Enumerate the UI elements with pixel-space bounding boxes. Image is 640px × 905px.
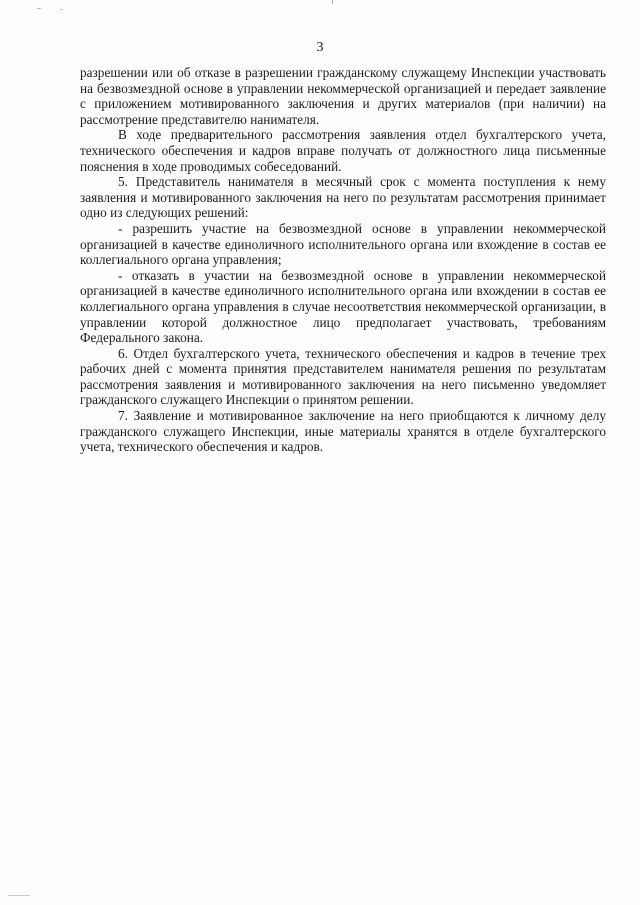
scan-artifact-mark <box>37 8 41 9</box>
paragraph-item-7: 7. Заявление и мотивированное заключение на него приобщаются к личному делу гражданского служащего Инспекции, иные материалы хранятся в отделе бухгалтерского учета, технического обеспечения и кадров. <box>80 408 606 455</box>
paragraph-option-allow: - разрешить участие на безвозмездной основе в управлении некоммерческой организацией в качестве единоличного исполнительного органа или вхождение в состав ее коллегиального органа управления; <box>80 220 606 268</box>
scan-artifact-mark <box>60 9 63 10</box>
scan-artifact-mark <box>332 0 333 4</box>
page-number: 3 <box>316 40 324 55</box>
scan-artifact-mark <box>8 895 30 896</box>
paragraph-preliminary-review: В ходе предварительного рассмотрения заявления отдел бухгалтерского учета, технического обеспечения и кадров вправе получать от должностного лица письменные пояснения в ходе проводимых собеседований. <box>80 127 606 174</box>
document-body <box>80 65 606 455</box>
paragraph-option-deny: - отказать в участии на безвозмездной основе в управлении некоммерческой организацией в качестве единоличного исполнительного органа или вхождении в состав ее коллегиального органа управления в случае несоответствия некоммерческой организации, в управлении которой должностное лицо предполагает участвовать, требованиям Федерального закона. <box>80 267 606 346</box>
paragraph-item-6: 6. Отдел бухгалтерского учета, технического обеспечения и кадров в течение трех рабочих дней с момента принятия представителем нанимателя решения по результатам рассмотрения заявления и мотивированного заключения на него письменно уведомляет гражданского служащего Инспекции о принятом решении. <box>80 345 606 408</box>
paragraph-continuation: разрешении или об отказе в разрешении гражданскому служащему Инспекции участвовать на безвозмездной основе в управлении некоммерческой организацией и передает заявление с приложением мотивированного заключения и других материалов (при наличии) на рассмотрение представителю нанимателя. <box>80 65 606 127</box>
paragraph-item-5: 5. Представитель нанимателя в месячный срок с момента поступления к нему заявления и мотивированного заключения на него по результатам рассмотрения принимает одно из следующих решений: <box>80 174 606 221</box>
